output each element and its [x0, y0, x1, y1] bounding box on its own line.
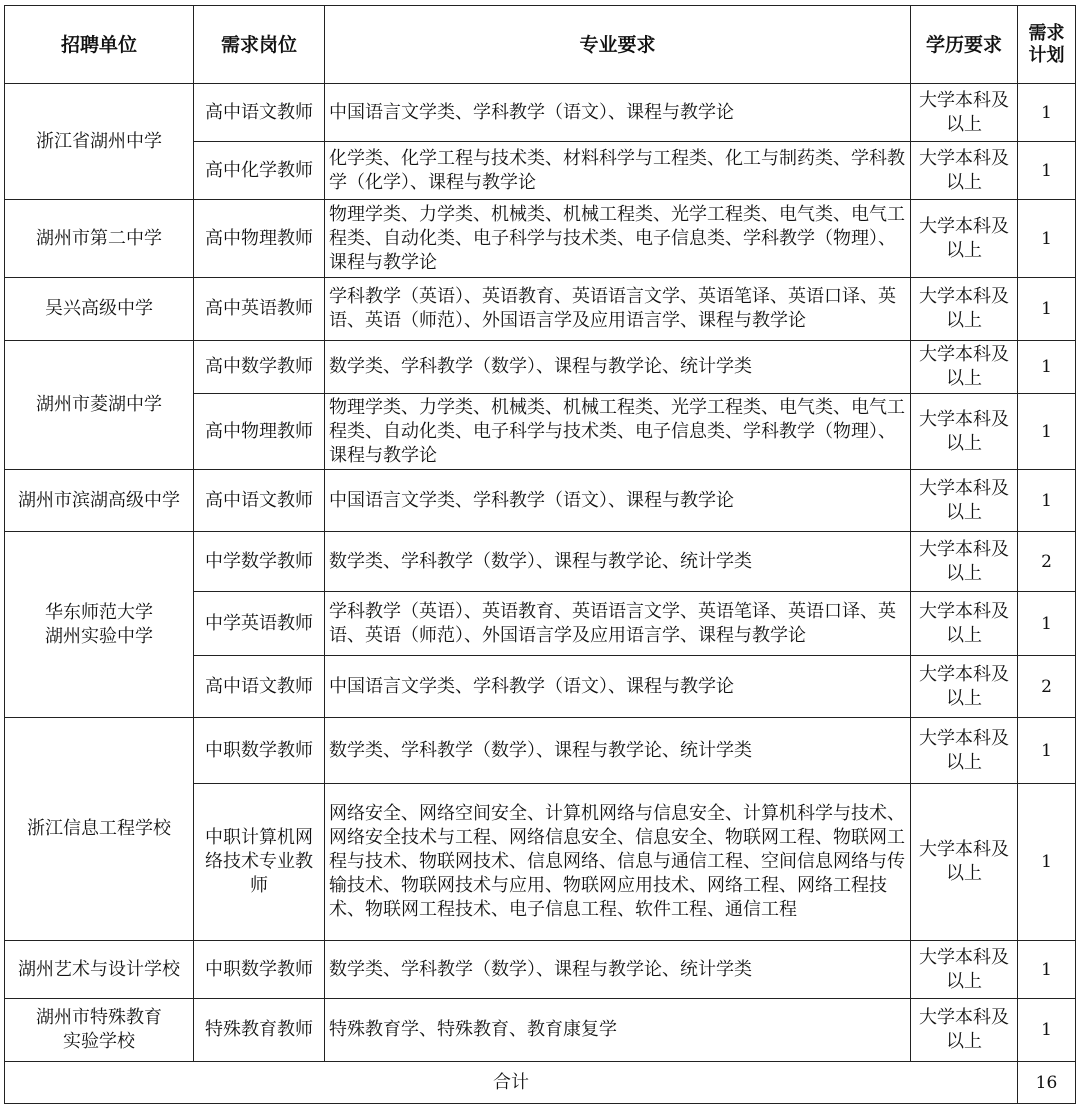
count-cell: 1: [1018, 718, 1076, 784]
major-cell: 物理学类、力学类、机械类、机械工程类、光学工程类、电气类、电气工程类、自动化类、电子科学与技术类、电子信息类、学科教学（物理）、课程与教学论: [325, 394, 911, 470]
position-cell: 中职计算机网络技术专业教师: [194, 784, 325, 941]
education-cell: 大学本科及以上: [911, 592, 1018, 656]
recruitment-table: [4, 5, 1076, 1104]
position-cell: 中职数学教师: [194, 718, 325, 784]
unit-cell: 湖州市第二中学: [5, 200, 194, 278]
header-position: 需求岗位: [194, 6, 325, 84]
major-cell: 学科教学（英语）、英语教育、英语语言文学、英语笔译、英语口译、英语、英语（师范）、外国语言学及应用语言学、课程与教学论: [325, 592, 911, 656]
position-cell: 高中物理教师: [194, 200, 325, 278]
count-cell: 2: [1018, 532, 1076, 592]
education-cell: 大学本科及以上: [911, 200, 1018, 278]
total-row: [5, 1062, 1076, 1104]
major-cell: 数学类、学科教学（数学）、课程与教学论、统计学类: [325, 532, 911, 592]
table-row: [5, 532, 1076, 592]
position-cell: 高中数学教师: [194, 341, 325, 394]
header-unit: 招聘单位: [5, 6, 194, 84]
major-cell: 中国语言文学类、学科教学（语文）、课程与教学论: [325, 656, 911, 718]
table-row: [5, 84, 1076, 142]
count-cell: 1: [1018, 784, 1076, 941]
education-cell: 大学本科及以上: [911, 941, 1018, 999]
major-cell: 特殊教育学、特殊教育、教育康复学: [325, 999, 911, 1062]
count-cell: 1: [1018, 941, 1076, 999]
education-cell: 大学本科及以上: [911, 142, 1018, 200]
education-cell: 大学本科及以上: [911, 84, 1018, 142]
count-cell: 1: [1018, 394, 1076, 470]
count-cell: 1: [1018, 200, 1076, 278]
education-cell: 大学本科及以上: [911, 394, 1018, 470]
major-cell: 数学类、学科教学（数学）、课程与教学论、统计学类: [325, 718, 911, 784]
count-cell: 1: [1018, 278, 1076, 341]
unit-cell: 吴兴高级中学: [5, 278, 194, 341]
education-cell: 大学本科及以上: [911, 999, 1018, 1062]
major-cell: 数学类、学科教学（数学）、课程与教学论、统计学类: [325, 941, 911, 999]
unit-cell: 湖州市菱湖中学: [5, 341, 194, 470]
position-cell: 高中英语教师: [194, 278, 325, 341]
position-cell: 特殊教育教师: [194, 999, 325, 1062]
position-cell: 高中语文教师: [194, 656, 325, 718]
education-cell: 大学本科及以上: [911, 784, 1018, 941]
unit-cell: 湖州市特殊教育 实验学校: [5, 999, 194, 1062]
position-cell: 高中化学教师: [194, 142, 325, 200]
education-cell: 大学本科及以上: [911, 470, 1018, 532]
position-cell: 高中物理教师: [194, 394, 325, 470]
count-cell: 1: [1018, 592, 1076, 656]
total-count: 16: [1018, 1062, 1076, 1104]
unit-cell: 浙江信息工程学校: [5, 718, 194, 941]
count-cell: 1: [1018, 142, 1076, 200]
table-row: [5, 941, 1076, 999]
unit-cell: 浙江省湖州中学: [5, 84, 194, 200]
education-cell: 大学本科及以上: [911, 532, 1018, 592]
unit-cell: 华东师范大学 湖州实验中学: [5, 532, 194, 718]
table-row: [5, 200, 1076, 278]
table-row: [5, 999, 1076, 1062]
total-label: 合计: [5, 1062, 1018, 1104]
position-cell: 高中语文教师: [194, 470, 325, 532]
major-cell: 化学类、化学工程与技术类、材料科学与工程类、化工与制药类、学科教学（化学）、课程与教学论: [325, 142, 911, 200]
education-cell: 大学本科及以上: [911, 656, 1018, 718]
count-cell: 1: [1018, 999, 1076, 1062]
table-row: [5, 718, 1076, 784]
major-cell: 学科教学（英语）、英语教育、英语语言文学、英语笔译、英语口译、英语、英语（师范）、外国语言学及应用语言学、课程与教学论: [325, 278, 911, 341]
table-row: [5, 470, 1076, 532]
table-row: [5, 341, 1076, 394]
count-cell: 2: [1018, 656, 1076, 718]
major-cell: 物理学类、力学类、机械类、机械工程类、光学工程类、电气类、电气工程类、自动化类、电子科学与技术类、电子信息类、学科教学（物理）、课程与教学论: [325, 200, 911, 278]
major-cell: 数学类、学科教学（数学）、课程与教学论、统计学类: [325, 341, 911, 394]
table-row: [5, 278, 1076, 341]
education-cell: 大学本科及以上: [911, 718, 1018, 784]
count-cell: 1: [1018, 341, 1076, 394]
count-cell: 1: [1018, 84, 1076, 142]
unit-cell: 湖州市滨湖高级中学: [5, 470, 194, 532]
header-count: 需求计划: [1018, 6, 1076, 84]
position-cell: 中学英语教师: [194, 592, 325, 656]
position-cell: 高中语文教师: [194, 84, 325, 142]
major-cell: 网络安全、网络空间安全、计算机网络与信息安全、计算机科学与技术、网络安全技术与工程、网络信息安全、信息安全、物联网工程、物联网工程与技术、物联网技术、信息网络、信息与通信工程、空间信息网络与传输技术、物联网技术与应用、物联网应用技术、网络工程、网络工程技术、物联网工程技术、电子信息工程、软件工程、通信工程: [325, 784, 911, 941]
major-cell: 中国语言文学类、学科教学（语文）、课程与教学论: [325, 470, 911, 532]
header-major: 专业要求: [325, 6, 911, 84]
header-education: 学历要求: [911, 6, 1018, 84]
education-cell: 大学本科及以上: [911, 278, 1018, 341]
count-cell: 1: [1018, 470, 1076, 532]
header-row: [5, 6, 1076, 84]
unit-cell: 湖州艺术与设计学校: [5, 941, 194, 999]
position-cell: 中职数学教师: [194, 941, 325, 999]
position-cell: 中学数学教师: [194, 532, 325, 592]
education-cell: 大学本科及以上: [911, 341, 1018, 394]
major-cell: 中国语言文学类、学科教学（语文）、课程与教学论: [325, 84, 911, 142]
